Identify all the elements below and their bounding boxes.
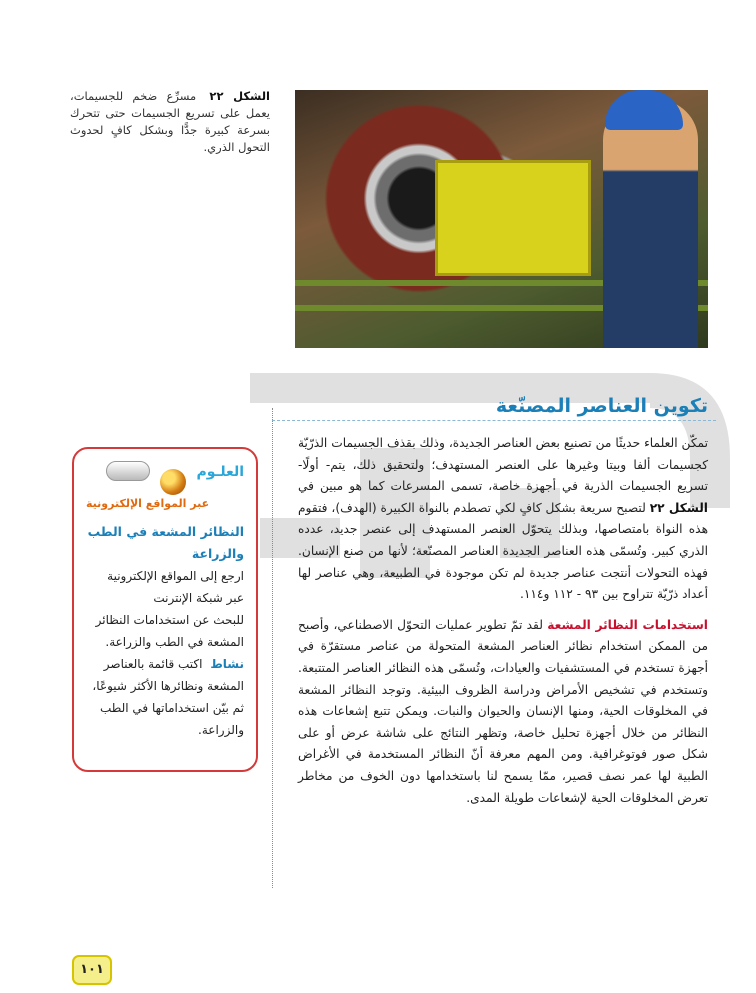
paragraph-radioisotope-uses	[298, 615, 708, 809]
globe-icon	[160, 469, 186, 495]
activity-text: اكتب قائمة بالعناصر المشعة ونظائرها الأكثر شيوعًا، ثم بيّن استخداماتها في الطب والزراعة.	[92, 657, 244, 737]
sidebar-subtitle: عبر المواقع الإلكترونية	[86, 497, 210, 510]
figure-caption-text: مسرِّع ضخم للجسيمات، يعمل على تسريع الجسيمات حتى تتحرك بسرعة كبيرة جدًّا وبشكل كافٍ لحدوث التحول الذري.	[70, 89, 270, 154]
column-divider	[272, 408, 273, 888]
sidebar-topic: النظائر المشعة في الطب والزراعة	[87, 524, 244, 561]
accelerator-photo	[295, 90, 708, 348]
photo-helmet	[605, 90, 683, 130]
sidebar-activity	[86, 653, 244, 741]
photo-worker	[603, 100, 698, 348]
page-number: ١٠١	[72, 955, 112, 985]
sidebar-text: للبحث عن استخدامات النظائر المشعة في الطب والزراعة.	[95, 613, 244, 649]
science-online-sidebar	[72, 447, 258, 772]
sidebar-header	[86, 459, 244, 517]
paragraph-text: لتصبح سريعة بشكل كافٍ لكي تصطدم بالنواة الكبيرة (الهدف)، فتقوم هذه النواة بامتصاصها، وبذلك يتحوّل العنصر المستهدف إلى عنصر جديد، عدده الذري كبير. وتُسمّى هذه العناصر الجديدة العناصر المصنّعة؛ لأنها من صنع الإنسان. فهذه التحولات أنتجت عناصر جديدة لم تكن موجودة في الطبيعة، وهي عناصر لها أعداد ذرّيّة تتراوح بين ٩٣ - ١١٢ و١١٤.	[298, 500, 708, 602]
photo-yellow-frame	[435, 160, 591, 276]
paragraph-text: تمكّن العلماء حديثًا من تصنيع بعض العناصر الجديدة، وذلك بقذف الجسيمات الذرّيّة كجسيمات ألفا وبيتا وغيرها على العنصر المستهدف؛ ولتحقيق ذلك، يتم- أولًا- تسريع الجسيمات الذرية في أجهزة خاصة، تسمى المسرعات كما هو مبين في	[298, 436, 708, 494]
main-text-column	[298, 433, 708, 818]
computer-mouse-icon	[106, 461, 150, 481]
sidebar-text: ارجع إلى المواقع الإلكترونية عبر شبكة الإنترنت	[107, 569, 244, 605]
figure-caption	[70, 88, 270, 156]
figure-reference: الشكل ٢٢	[649, 500, 708, 515]
section-title: تكوين العناصر المصنّعة	[495, 395, 708, 417]
sidebar-title: العلـوم	[196, 464, 244, 480]
inline-heading: استخدامات النظائر المشعة	[547, 617, 708, 632]
figure-label: الشكل ٢٢	[209, 89, 270, 103]
paragraph-text: لقد تمّ تطوير عمليات التحوّل الاصطناعي، وأصبح من الممكن استخدام نظائر العناصر المشعة المتحولة من عناصر مستقرّة في أجهزة تستخدم في المستشفيات والعيادات، وتُسمّى هذه النظائر العناصر المتتبعة. وتستخدم في تشخيص الأمراض ودراسة الظروف البيئية. وتوجد النظائر المشعة في المخلوقات الحية، ومنها الإنسان والحيوان والنبات. ويمكن تتبع إشعاعات هذه النظائر من خلال أجهزة تحليل خاصة، وتظهر النتائج على شاشة عرض أو على شكل صور فوتوغرافية. ومن المهم معرفة أنّ النظائر المستخدمة في الأغراض الطبية لها عمر نصف قصير، ممّا يسمح لنا باستخدامها دون الخوف من مخاطر تعرض المخلوقات الحية لإشعاعات طويلة المدى.	[298, 617, 708, 805]
title-divider	[272, 420, 716, 421]
activity-label: نشاط	[210, 657, 244, 671]
paragraph-synthetic-elements	[298, 433, 708, 606]
